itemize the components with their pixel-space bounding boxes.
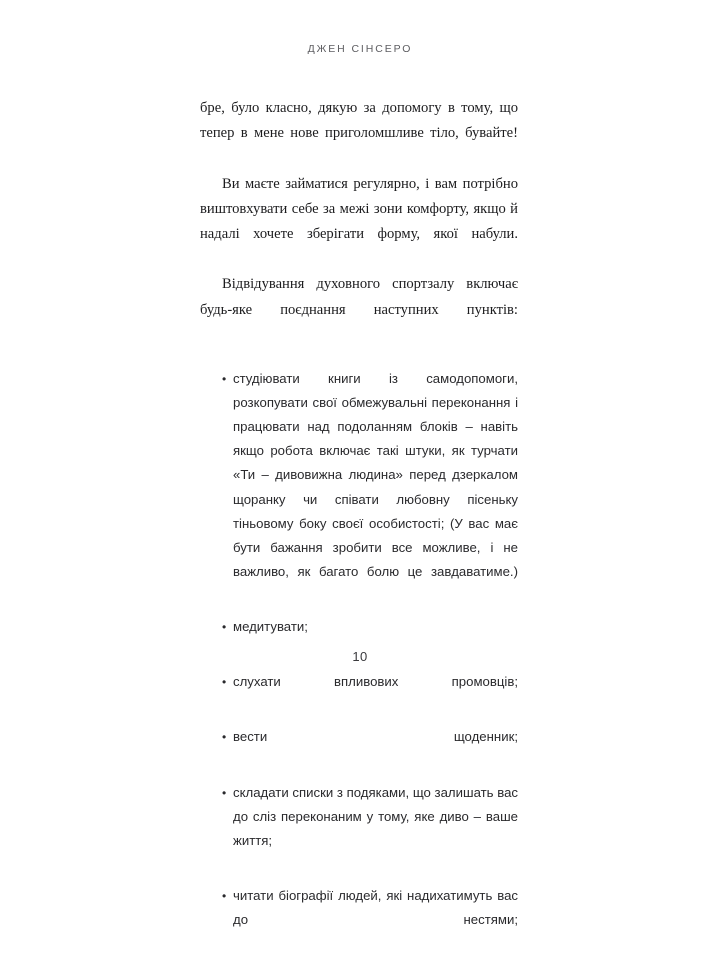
list-item — [200, 670, 518, 718]
text-column — [200, 96, 518, 956]
body-paragraph: бре, було класно, дякую за допомогу в тому, що тепер в мене нове приголомшливе тіло, бувайте! — [200, 100, 518, 142]
list-item-text: слухати впливових промовців; — [233, 674, 518, 690]
bullet-dot-icon: • — [222, 675, 227, 690]
list-item — [200, 367, 518, 608]
list-item-text: студіювати книги із самодопомоги, розкопувати свої обмежувальні переконання і працювати над подоланням блоків – навіть якщо робота включає такі штуки, як турчати «Ти – дивовижна людина» перед дзеркалом щоранку чи співати любовну пісеньку тіньовому боку своєї особистості; (У вас має бути бажання зробити все можливе, і не важливо, як багато болю це завдаватиме.) — [233, 371, 518, 579]
running-header: ДЖЕН СІНСЕРО — [307, 43, 413, 55]
list-item-text: медитувати; — [233, 618, 308, 634]
page-number: 10 — [352, 649, 368, 664]
body-paragraph: Відвідування духовного спортзалу включає будь-яке поєднання наступних пунктів: — [200, 276, 518, 318]
list-item — [200, 725, 518, 773]
bullet-dot-icon: • — [222, 785, 227, 800]
list-item-text: складати списки з подяками, що залишать вас до сліз переконаним у тому, яке диво – ваше життя; — [233, 784, 518, 848]
list-item — [200, 781, 518, 877]
bullet-dot-icon: • — [222, 619, 227, 634]
list-item-text: вести щоденник; — [233, 729, 518, 745]
list-item-text: читати біографії людей, які надихатимуть вас до нестями; — [233, 887, 518, 927]
body-paragraph: Ви маєте займатися регулярно, і вам потрібно виштовхувати себе за межі зони комфорту, якщо й надалі хочете зберігати форму, якої набули. — [200, 175, 518, 243]
list-item — [200, 884, 518, 956]
bullet-dot-icon: • — [222, 730, 227, 745]
bullet-dot-icon: • — [222, 888, 227, 903]
bullet-dot-icon: • — [222, 372, 227, 387]
